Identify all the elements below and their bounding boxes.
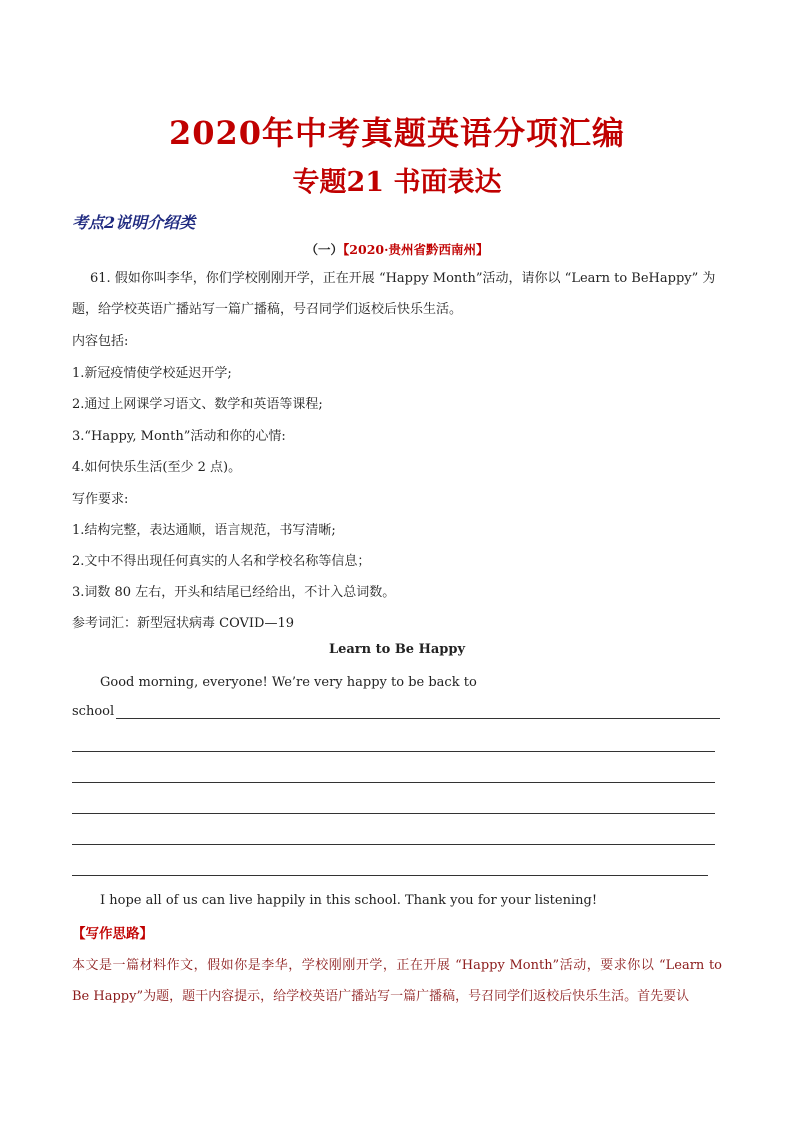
essay-first-answer-line: [72, 704, 720, 719]
question-source: 【2020·贵州省黔西南州】: [343, 242, 489, 257]
question-prompt: 61. 假如你叫李华，你们学校刚刚开学，正在开展 “Happy Month”活动，请你以 “Learn to BeHappy” 为题，给学校英语广播站写一篇广播稿，号召同学们返校后快乐生活。: [72, 271, 716, 317]
requirement-item: 1.结构完整，表达通顺，语言规范，书写清晰;: [72, 523, 336, 538]
question-source-line: [0, 240, 794, 258]
answer-line[interactable]: [72, 751, 715, 752]
writing-idea-heading: 【写作思路】: [72, 926, 153, 942]
content-item: 3.“Happy, Month”活动和你的心情:: [72, 429, 286, 444]
content-item: 1.新冠疫情使学校延迟开学;: [72, 366, 232, 381]
content-item: 2.通过上网课学习语文、数学和英语等课程;: [72, 397, 323, 412]
page-title: 2020年中考真题英语分项汇编: [168, 114, 626, 152]
answer-line[interactable]: [72, 813, 715, 814]
vocab-hint: 参考词汇：新型冠状病毒 COVID—19: [72, 616, 294, 631]
answer-line[interactable]: [72, 875, 708, 876]
answer-line[interactable]: [72, 844, 715, 845]
question-number-label: （一）: [305, 242, 344, 257]
content-label: 内容包括:: [72, 334, 129, 349]
content-item: 4.如何快乐生活(至少 2 点)。: [72, 460, 242, 475]
essay-school-word: school: [72, 704, 115, 719]
page-subtitle: 专题21 书面表达: [292, 167, 502, 198]
answer-line[interactable]: [72, 782, 715, 783]
requirements-label: 写作要求:: [72, 492, 129, 507]
essay-title: Learn to Be Happy: [328, 642, 466, 657]
requirement-item: 2.文中不得出现任何真实的人名和学校名称等信息；: [72, 554, 371, 569]
section-heading: 考点2说明介绍类: [72, 213, 196, 232]
writing-idea-text: 本文是一篇材料作文，假如你是李华，学校刚刚开学，正在开展 “Happy Month”活动，要求你以 “Learn to Be Happy”为题，题干内容提示，给学校英语广播站写一篇广播稿，号召同学们返校后快乐生活。首先要认: [72, 958, 722, 1004]
essay-closing: I hope all of us can live happily in this school. Thank you for your listening!: [100, 893, 598, 908]
essay-opening: Good morning, everyone! We’re very happy to be back to: [100, 675, 477, 690]
requirement-item: 3.词数 80 左右，开头和结尾已经给出，不计入总词数。: [72, 585, 396, 600]
answer-blank[interactable]: [116, 704, 720, 719]
